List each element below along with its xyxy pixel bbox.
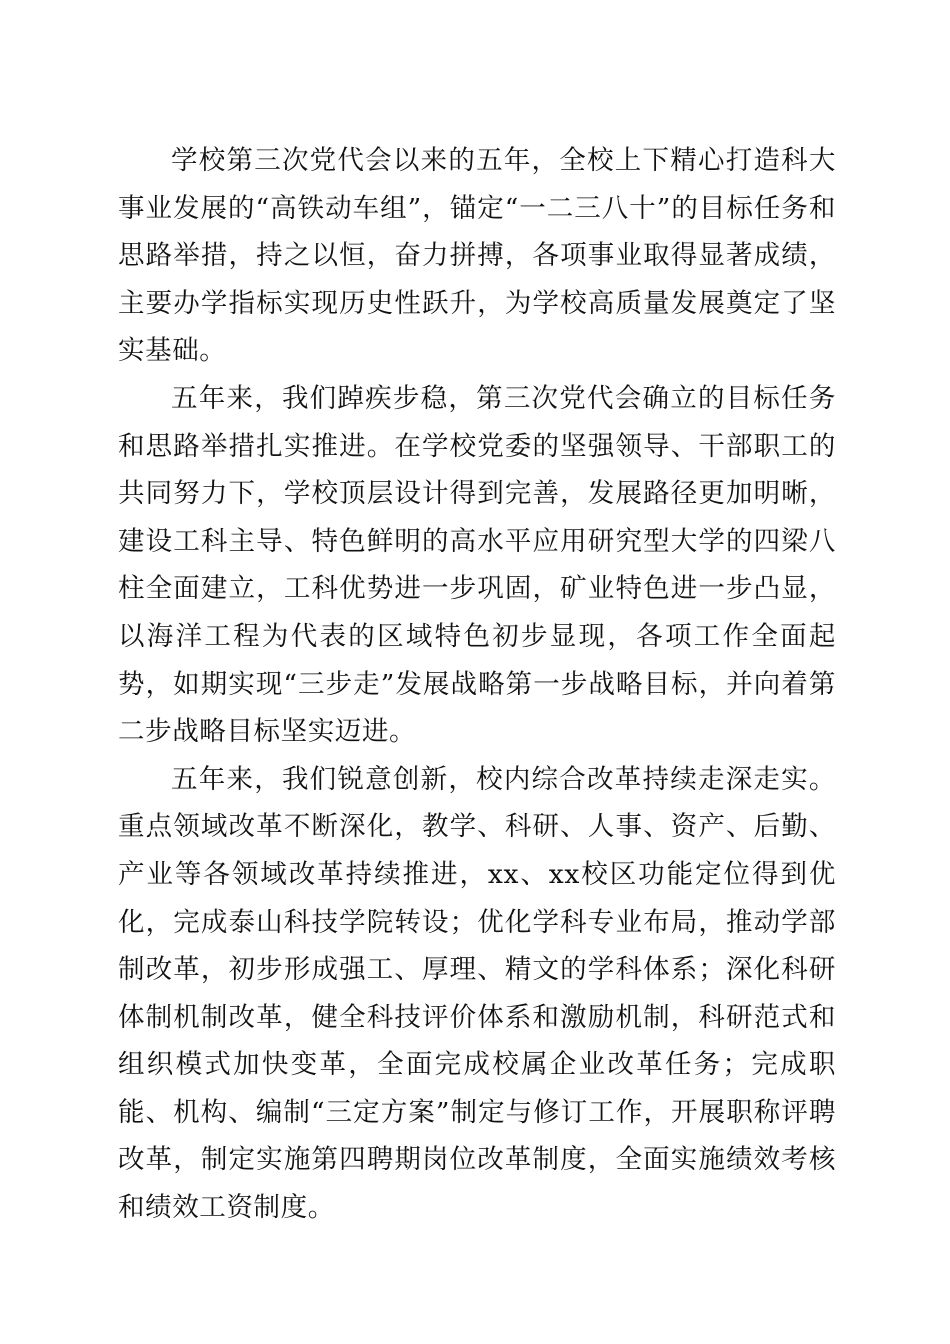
paragraph-3: 五年来，我们锐意创新，校内综合改革持续走深走实。重点领域改革不断深化，教学、科研、人事、资产、后勤、产业等各领域改革持续推进，xx、xx校区功能定位得到优化，完成泰山科技学院转设；优化学科专业布局，推动学部制改革，初步形成强工、厚理、精文的学科体系；深化科研体制机制改革，健全科技评价体系和激励机制，科研范式和组织模式加快变革，全面完成校属企业改革任务；完成职能、机构、编制“三定方案”制定与修订工作，开展职称评聘改革，制定实施第四聘期岗位改革制度，全面实施绩效考核和绩效工资制度。 [118,763,836,1224]
paragraph-1: 学校第三次党代会以来的五年，全校上下精心打造科大事业发展的“高铁动车组”，锚定“一二三八十”的目标任务和思路举措，持之以恒，奋力拼搏，各项事业取得显著成绩，主要办学指标实现历史性跃升，为学校高质量发展奠定了坚实基础。 [118,145,836,367]
document-body [118,137,836,1232]
paragraph-2: 五年来，我们踔疾步稳，第三次党代会确立的目标任务和思路举措扎实推进。在学校党委的坚强领导、干部职工的共同努力下，学校顶层设计得到完善，发展路径更加明晰，建设工科主导、特色鲜明的高水平应用研究型大学的四梁八柱全面建立，工科优势进一步巩固，矿业特色进一步凸显，以海洋工程为代表的区域特色初步显现，各项工作全面起势，如期实现“三步走”发展战略第一步战略目标，并向着第二步战略目标坚实迈进。 [118,382,836,748]
